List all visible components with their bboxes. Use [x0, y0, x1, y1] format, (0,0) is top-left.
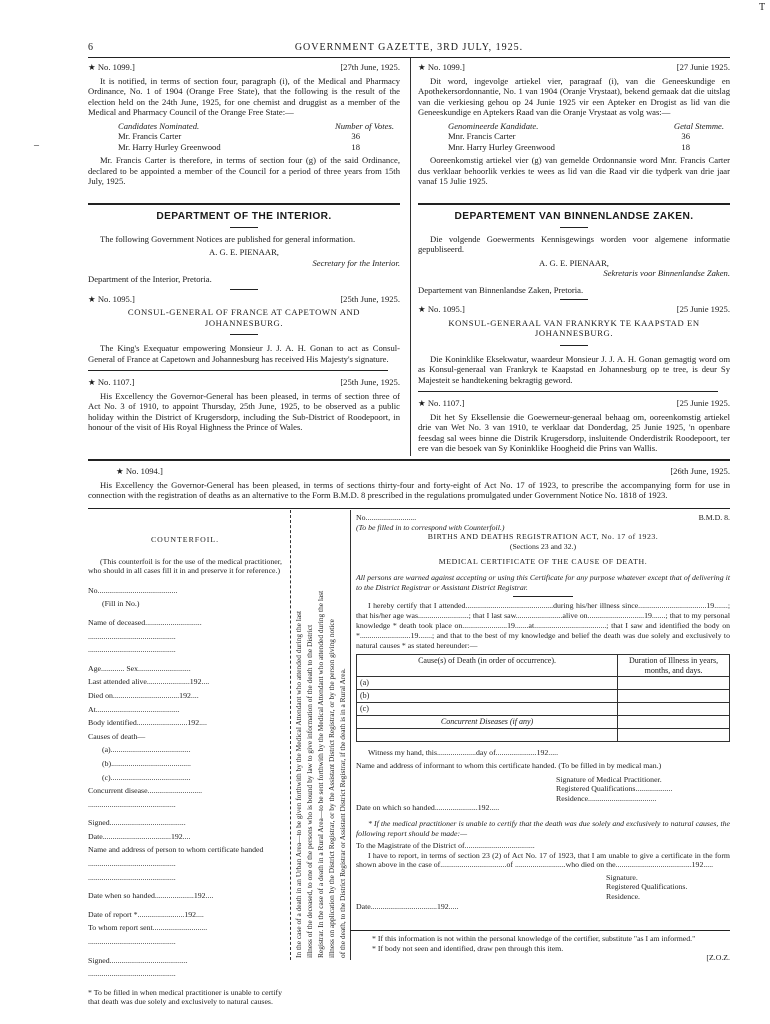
counterfoil-field[interactable]: ............................................. [88, 645, 176, 655]
duration-cell[interactable] [618, 677, 730, 690]
counterfoil-field[interactable]: ............................................. [88, 631, 176, 641]
turn-over-code: [Z.O.Z. [706, 953, 730, 963]
notice-number: ★ No. 1107.] [88, 377, 135, 387]
counterfoil-field[interactable]: ............................................. [88, 872, 176, 882]
votes-heading: Getal Stemme. [673, 120, 724, 131]
notice-caption: KONSUL-GENERAAL VAN FRANKRYK TE KAAPSTAD EN JOHANNESBURG. [448, 317, 700, 338]
counterfoil-field[interactable]: Body identified..........................192.... [88, 718, 207, 728]
counterfoil-field[interactable]: (a)......................................... [102, 745, 191, 755]
counterfoil-field[interactable]: (c)......................................... [102, 772, 191, 782]
vertical-line: Registrar. In the case of a death in a Rural Area—to be sent forthwith by the Medical Attendant who attended during the last [316, 590, 325, 958]
notice-date: [25th June, 1925. [340, 377, 400, 387]
counterfoil-field[interactable]: Died on..................................192.... [88, 690, 199, 700]
notice-body: Die Koninklike Eksekwatur, waardeur Monsieur J. J. A. H. Gonan gemagtig word om as Konsul-generaal van Frankryk te Kaapstad en Johannesburg op te tree, is deur Sy Majesteit se handtekening bekragtig geword. [418, 353, 730, 385]
footnote-2: * If body not seen and identified, draw pen through this item. [372, 943, 564, 953]
signer-title: Secretary for the Interior. [312, 257, 400, 268]
candidate-row: Mnr. Harry Hurley Greenwood 18 [448, 141, 690, 152]
counterfoil-field[interactable]: To whom report sent............................ [88, 923, 208, 933]
vertical-instructions [292, 512, 348, 960]
notice-body: His Excellency the Governor-General has been pleased, in terms of sections thirty-four and forty-eight of Act No. 17 of 1923, to prescribe the accompanying form for use in connection with the registration of deaths as an alternative to the Form B.M.D. 8 prescribed in the regulations promulgated under Government Notice No. 1818 of 1923. [88, 479, 730, 500]
counterfoil-field[interactable]: Signed....................................... [88, 818, 186, 828]
counterfoil-field[interactable]: Age............ Sex........................... [88, 663, 191, 673]
candidates-heading: Genomineerde Kandidate. [448, 120, 539, 131]
notice-body: Dit het Sy Eksellensie die Goewerneur-generaal behaag om, ooreenkomstig artiekel drie van Wet No. 3 van 1910, te verklaar dat Donderdag, 25 Junie 1925, 'n openbare feesdag sal wees binne die Distrik Krugersdorp, insluitende Onderdistrik Roodepoort, ter ere van die besoek van Sy Koninklike Hoogheid die Prins van Wallis. [418, 411, 730, 453]
header-rule [88, 57, 730, 58]
certificate-number-note: (To be filled in to correspond with Counterfoil.) [356, 522, 505, 532]
notice-number: ★ No. 1099.] [88, 62, 135, 72]
counterfoil-footnote: * To be filled in when medical practitioner is unable to certify that death was due solely and exclusively to natural causes. [88, 987, 282, 1007]
certificate-number[interactable]: No.......................... [356, 513, 417, 522]
page-number: 6 [88, 42, 93, 53]
signer-name: A. G. E. PIENAAR, [539, 257, 609, 268]
department-intro: Die volgende Goewerments Kennisgewings worden voor algemene informatie gepubliseerd. [418, 233, 730, 254]
left-election-notice [88, 62, 400, 190]
counterfoil-field[interactable]: Name and address of person to whom certificate handed [88, 845, 264, 855]
department-place: Department of the Interior, Pretoria. [88, 274, 212, 284]
duration-cell[interactable] [618, 716, 730, 729]
counterfoil-field-hint: (Fill in No.) [102, 599, 140, 609]
notice-date: [25 Junie 1925. [676, 304, 730, 314]
residence-label: Residence. [606, 892, 640, 902]
medical-certificate [356, 513, 730, 917]
department-place: Departement van Binnenlandse Zaken, Pretoria. [418, 284, 584, 295]
informant-name-address[interactable]: Name and address of informant to whom this certificate handed. (To be filled in by medical man.) [356, 760, 662, 770]
department-heading: DEPARTEMENT VAN BINNENLANDSE ZAKEN. [454, 211, 694, 222]
department-heading: DEPARTMENT OF THE INTERIOR. [156, 211, 332, 222]
duration-cell[interactable] [618, 690, 730, 703]
notice-number: ★ No. 1095.] [418, 304, 465, 314]
notice-date: [26th June, 1925. [670, 466, 730, 476]
form-code: B.M.D. 8. [698, 513, 730, 522]
section-rule [88, 459, 730, 461]
counterfoil-field[interactable]: No......................................... [88, 585, 178, 595]
perforation-line [290, 510, 291, 960]
signer-title: Sekretaris voor Binnenlandse Zaken. [603, 268, 730, 278]
vertical-line: In the case of a death in an Urban Area—to be given forthwith by the Medical Attendant who attended during the last [294, 610, 303, 958]
counterfoil-field[interactable]: ............................................. [88, 969, 176, 979]
cause-row[interactable]: (c) [357, 703, 618, 716]
notice-date: [25 Junie 1925. [676, 398, 730, 408]
notice-number: ★ No. 1107.] [418, 398, 465, 408]
gazette-title: GOVERNMENT GAZETTE, 3RD JULY, 1925. [294, 42, 524, 53]
counterfoil-title: COUNTERFOIL. [150, 535, 220, 544]
notice-number: ★ No. 1094.] [116, 466, 163, 476]
residence[interactable]: Residence................................... [556, 793, 657, 803]
form-top-rule [88, 508, 730, 509]
counterfoil-field: Causes of death— [88, 731, 146, 741]
notice-date: [27 Junie 1925. [676, 62, 730, 72]
cause-row[interactable]: (b) [357, 690, 618, 703]
certificate-footnotes [372, 934, 730, 963]
section-rule [418, 203, 730, 205]
notice-body: It is notified, in terms of section four, paragraph (i), of the Medical and Pharmacy Ordinance, No. 1 of 1904 (Orange Free State), that the following is the result of the election held on the 24th June, 1925, for one chemist and druggist as a member of the Medical and Pharmacy Council of the Orange Free State:— [88, 75, 400, 117]
vertical-line: illness of the deceased, to one of the persons who is bound by law to give information of the death to the District [305, 624, 314, 958]
cause-column-header: Cause(s) of Death (in order of occurrence). [357, 655, 618, 677]
form-notice [88, 466, 730, 504]
binnenlandse-department-section [418, 212, 730, 457]
certification-statement: I hereby certify that I attended.............................................during his/her illness since...................................19.......; that his/her age was..........................; that I last saw........................alive on.............................19.......; that to my personal knowledge * death took place on.......................19.......at.....................................; that I saw and identified the body on *..........................19.......; and that to the best of my knowledge and belief the death was due solely and exclusively to natural causes * as stated hereunder:— [356, 601, 730, 651]
department-intro: The following Government Notices are published for general information. [100, 233, 356, 244]
candidate-row: Mnr. Francis Carter 36 [448, 131, 690, 141]
magistrate-line[interactable]: To the Magistrate of the District of.................................... [356, 841, 535, 851]
counterfoil-field[interactable]: ............................................. [88, 937, 176, 947]
unable-to-certify-note: * If the medical practitioner is unable to certify that the death was due solely and exclusively to natural causes, the following report should be made:— [356, 818, 730, 838]
footnote-1: * If this information is not within the personal knowledge of the certifier, substitute "as I am informed." [372, 934, 696, 943]
concurrent-diseases-label: Concurrent Diseases (if any) [357, 716, 618, 729]
report-date[interactable]: Date..................................192..... [356, 901, 459, 911]
certificate-bottom-rule [350, 930, 730, 931]
duration-column-header: Duration of Illness in years, months, and days. [618, 655, 730, 677]
margin-mark: – [34, 140, 39, 151]
act-sections: (Sections 23 and 32.) [509, 541, 577, 551]
notice-body: His Excellency the Governor-General has been pleased, in terms of section three of Act No. 3 of 1910, to appoint Thursday, 25th June, 1925, to be observed as a public holiday within the District of Krugersdorp, including the Sub-District of Roodepoort, in honour of the visit of His Royal Highness the Prince of Wales. [88, 390, 400, 432]
certificate-title: MEDICAL CERTIFICATE OF THE CAUSE OF DEATH. [438, 557, 648, 567]
notice-number: ★ No. 1095.] [88, 293, 135, 304]
votes-heading: Number of Votes. [335, 120, 394, 131]
notice-body: The King's Exequatur empowering Monsieur J. J. A. H. Gonan to act as Consul-General of France at Capetown and Johannesburg has received His Majesty's signature. [88, 343, 400, 364]
counterfoil-field[interactable]: ............................................. [88, 799, 176, 809]
notice-date: [27th June, 1925. [340, 62, 400, 72]
cause-row[interactable]: (a) [357, 677, 618, 690]
candidate-row: Mr. Harry Hurley Greenwood 18 [118, 141, 360, 152]
notice-conclusion: Mr. Francis Carter is therefore, in terms of section four (g) of the said Ordinance, declared to be appointed a member of the Council for a period of three years from 15th July, 1925. [88, 155, 400, 186]
counterfoil-field[interactable]: Date...................................192.... [88, 831, 191, 841]
date-handed[interactable]: Date on which so handed......................192..... [356, 803, 500, 813]
counterfoil-field[interactable]: Date when so handed....................192.... [88, 891, 214, 901]
signature-label: Signature of Medical Practitioner. [556, 774, 662, 784]
notice-date: [25th June, 1925. [340, 293, 400, 304]
candidate-row: Mr. Francis Carter 36 [118, 131, 360, 141]
certificate-border [350, 510, 351, 960]
counterfoil-field[interactable]: Last attended alive......................192.... [88, 677, 210, 687]
counterfoil-field[interactable]: Signed........................................ [88, 955, 188, 965]
vertical-line: illness on application by the District Registrar, or by the Assistant District Registrar, or by the person giving notice [327, 619, 336, 958]
counterfoil-field[interactable]: Name of deceased............................. [88, 617, 202, 627]
notice-caption: CONSUL-GENERAL OF FRANCE AT CAPETOWN AND JOHANNESBURG. [127, 307, 361, 328]
notice-body: Dit word, ingevolge artiekel vier, paragraaf (i), van die Geneeskundige en Apothekersordonnantie, No. 1 van 1904 (Oranje Vrystaat), bekend gemaak dat die uitslag van die verkiesing gehou op 24 Junie 1925 vir een Apteker en Drogist as lid van die Geneeskundige en Aptekers Raad van die Oranje Vrystaat as volg was:— [418, 75, 730, 117]
certificate-warning: All persons are warned against accepting or using this Certificate for any purpose whatever except that of delivering it to the District Registrar or Assistant District Registrar. [356, 572, 730, 592]
report-body[interactable]: I have to report, in terms of section 23 (2) of Act No. 17 of 1923, that I am unable to give a certificate in the form shown above in the case of..................................of ..........................who died on the.......................................192..... [356, 850, 730, 870]
notice-number: ★ No. 1099.] [418, 62, 465, 72]
counterfoil [88, 513, 282, 1010]
counterfoil-field[interactable]: Date of report *........................192.... [88, 909, 204, 919]
page-header [88, 42, 730, 56]
cause-of-death-table [356, 654, 730, 742]
duration-cell[interactable] [618, 729, 730, 742]
right-election-notice [418, 62, 730, 190]
registered-qualifications[interactable]: Registered Qualifications................... [556, 784, 673, 794]
candidates-heading: Candidates Nominated. [118, 120, 200, 131]
vertical-line: of the death, to the District Registrar or Assistant District Registrar, if the death is in a Rural Area. [338, 668, 347, 958]
section-rule [88, 203, 400, 205]
counterfoil-field[interactable]: Concurrent disease............................ [88, 786, 203, 796]
qualifications-label: Registered Qualifications. [606, 882, 688, 892]
duration-cell[interactable] [618, 703, 730, 716]
signer-name: A. G. E. PIENAAR, [209, 247, 279, 257]
counterfoil-note: (This counterfoil is for the use of the medical practitioner, who should in all cases fill it in and preserve it for reference.) [88, 556, 282, 576]
counterfoil-field[interactable]: At........................................... [88, 704, 180, 714]
signature-label: Signature. [606, 872, 638, 882]
counterfoil-field[interactable]: ............................................. [88, 859, 176, 869]
column-divider [410, 58, 411, 456]
act-title: BIRTHS AND DEATHS REGISTRATION ACT, No. 17 of 1923. [427, 532, 659, 542]
witness-line[interactable]: Witness my hand, this....................day of.....................192..... [368, 748, 559, 758]
interior-department-section [88, 212, 400, 436]
counterfoil-field[interactable]: (b)......................................... [102, 758, 192, 768]
concurrent-diseases-cell[interactable] [357, 729, 618, 742]
margin-mark: T [759, 2, 766, 13]
notice-conclusion: Ooreenkomstig artiekel vier (g) van gemelde Ordonnansie word Mnr. Francis Carter dus verklaar behoorlik verkies te wees as lid van die Raad vir die tydperk van drie jaar vanaf 15 Julie 1925. [418, 155, 730, 186]
